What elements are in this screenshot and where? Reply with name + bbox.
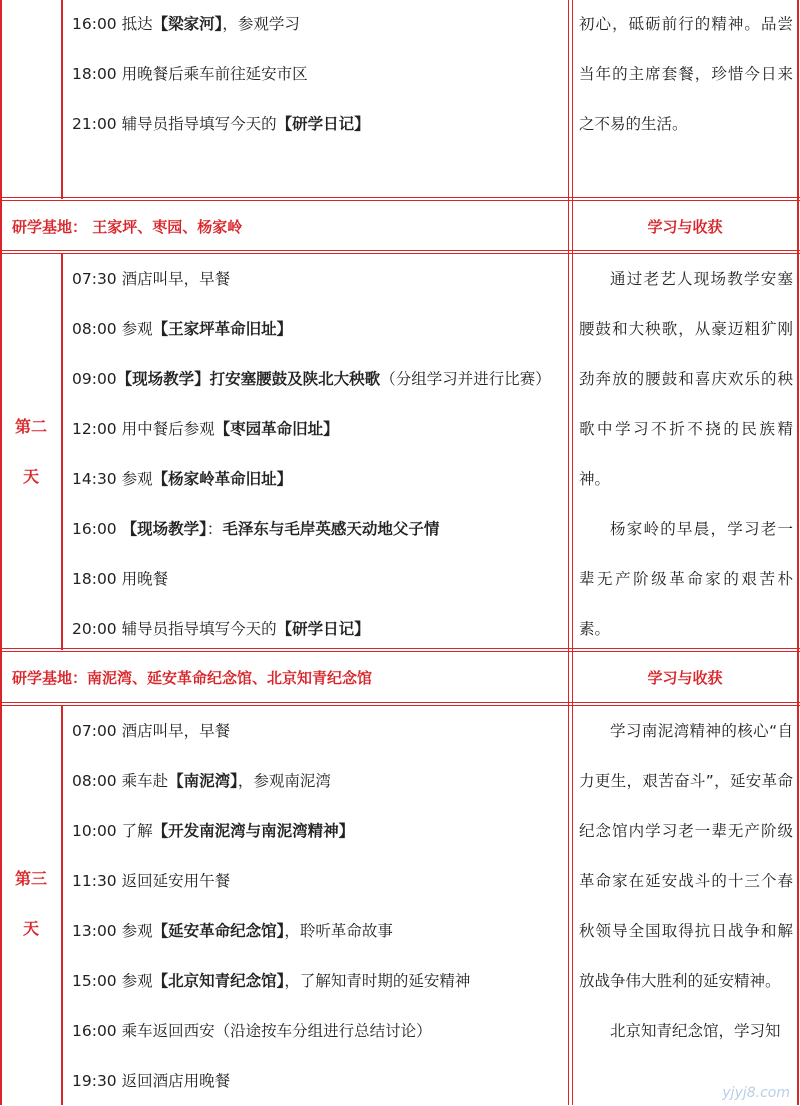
day3-notes [579, 706, 793, 1056]
day2-notes [579, 254, 793, 654]
schedule-item: 14:30 参观【杨家岭革命旧址】 [72, 470, 293, 488]
schedule-item: 07:00 酒店叫早，早餐 [72, 722, 231, 740]
border-right [797, 0, 799, 1105]
note-paragraph: 杨家岭的早晨，学习老一辈无产阶级革命家的艰苦朴素。 [579, 520, 793, 638]
divider-notes [568, 0, 573, 1105]
schedule-item: 18:00 用晚餐后乘车前往延安市区 [72, 65, 308, 83]
schedule-item: 07:30 酒店叫早，早餐 [72, 270, 231, 288]
schedule-item: 08:00 乘车赴【南泥湾】，参观南泥湾 [72, 772, 331, 790]
day2-schedule [72, 254, 551, 654]
note-paragraph: 北京知青纪念馆，学习知 [610, 1022, 781, 1040]
note-paragraph: 学习南泥湾精神的核心“自力更生，艰苦奋斗”，延安革命纪念馆内学习老一辈无产阶级革命家在延安战斗的十三个春秋领导全国取得抗日战争和解放战争伟大胜利的延安精神。 [579, 722, 793, 990]
note-paragraph: 通过老艺人现场教学安塞腰鼓和大秧歌，从豪迈粗犷刚劲奔放的腰鼓和喜庆欢乐的秧歌中学习不折不挠的民族精神。 [579, 270, 793, 488]
base-header: 研学基地： 王家坪、枣园、杨家岭 [12, 218, 243, 236]
day1-notes [579, 0, 793, 149]
schedule-item: 16:00 【现场教学】：毛泽东与毛岸英感天动地父子情 [72, 520, 440, 538]
day1-schedule [72, 0, 370, 149]
day-label: 第三 天 [14, 869, 47, 938]
schedule-item: 16:00 抵达【梁家河】，参观学习 [72, 15, 300, 33]
schedule-item: 11:30 返回延安用午餐 [72, 872, 231, 890]
schedule-item: 20:00 辅导员指导填写今天的【研学日记】 [72, 620, 370, 638]
gain-header: 学习与收获 [647, 669, 723, 687]
schedule-item: 10:00 了解【开发南泥湾与南泥湾精神】 [72, 822, 355, 840]
day-label: 第二 天 [14, 417, 47, 486]
schedule-item: 09:00【现场教学】打安塞腰鼓及陕北大秧歌（分组学习并进行比赛） [72, 370, 551, 388]
schedule-item: 16:00 乘车返回西安（沿途按车分组进行总结讨论） [72, 1022, 432, 1040]
schedule-item: 19:30 返回酒店用晚餐 [72, 1072, 231, 1090]
day3-schedule [72, 706, 470, 1106]
schedule-item: 21:00 辅导员指导填写今天的【研学日记】 [72, 115, 370, 133]
schedule-item: 13:00 参观【延安革命纪念馆】，聆听革命故事 [72, 922, 393, 940]
note-paragraph: 初心，砥砺前行的精神。品尝当年的主席套餐，珍惜今日来之不易的生活。 [579, 15, 793, 133]
schedule-item: 08:00 参观【王家坪革命旧址】 [72, 320, 293, 338]
base-header: 研学基地：南泥湾、延安革命纪念馆、北京知青纪念馆 [12, 669, 373, 687]
schedule-item: 18:00 用晚餐 [72, 570, 169, 588]
watermark: yjyj8.com [722, 1085, 790, 1101]
schedule-item: 12:00 用中餐后参观【枣园革命旧址】 [72, 420, 339, 438]
divider-day-top [61, 0, 63, 199]
schedule-item: 15:00 参观【北京知青纪念馆】，了解知青时期的延安精神 [72, 972, 471, 990]
gain-header: 学习与收获 [647, 218, 723, 236]
